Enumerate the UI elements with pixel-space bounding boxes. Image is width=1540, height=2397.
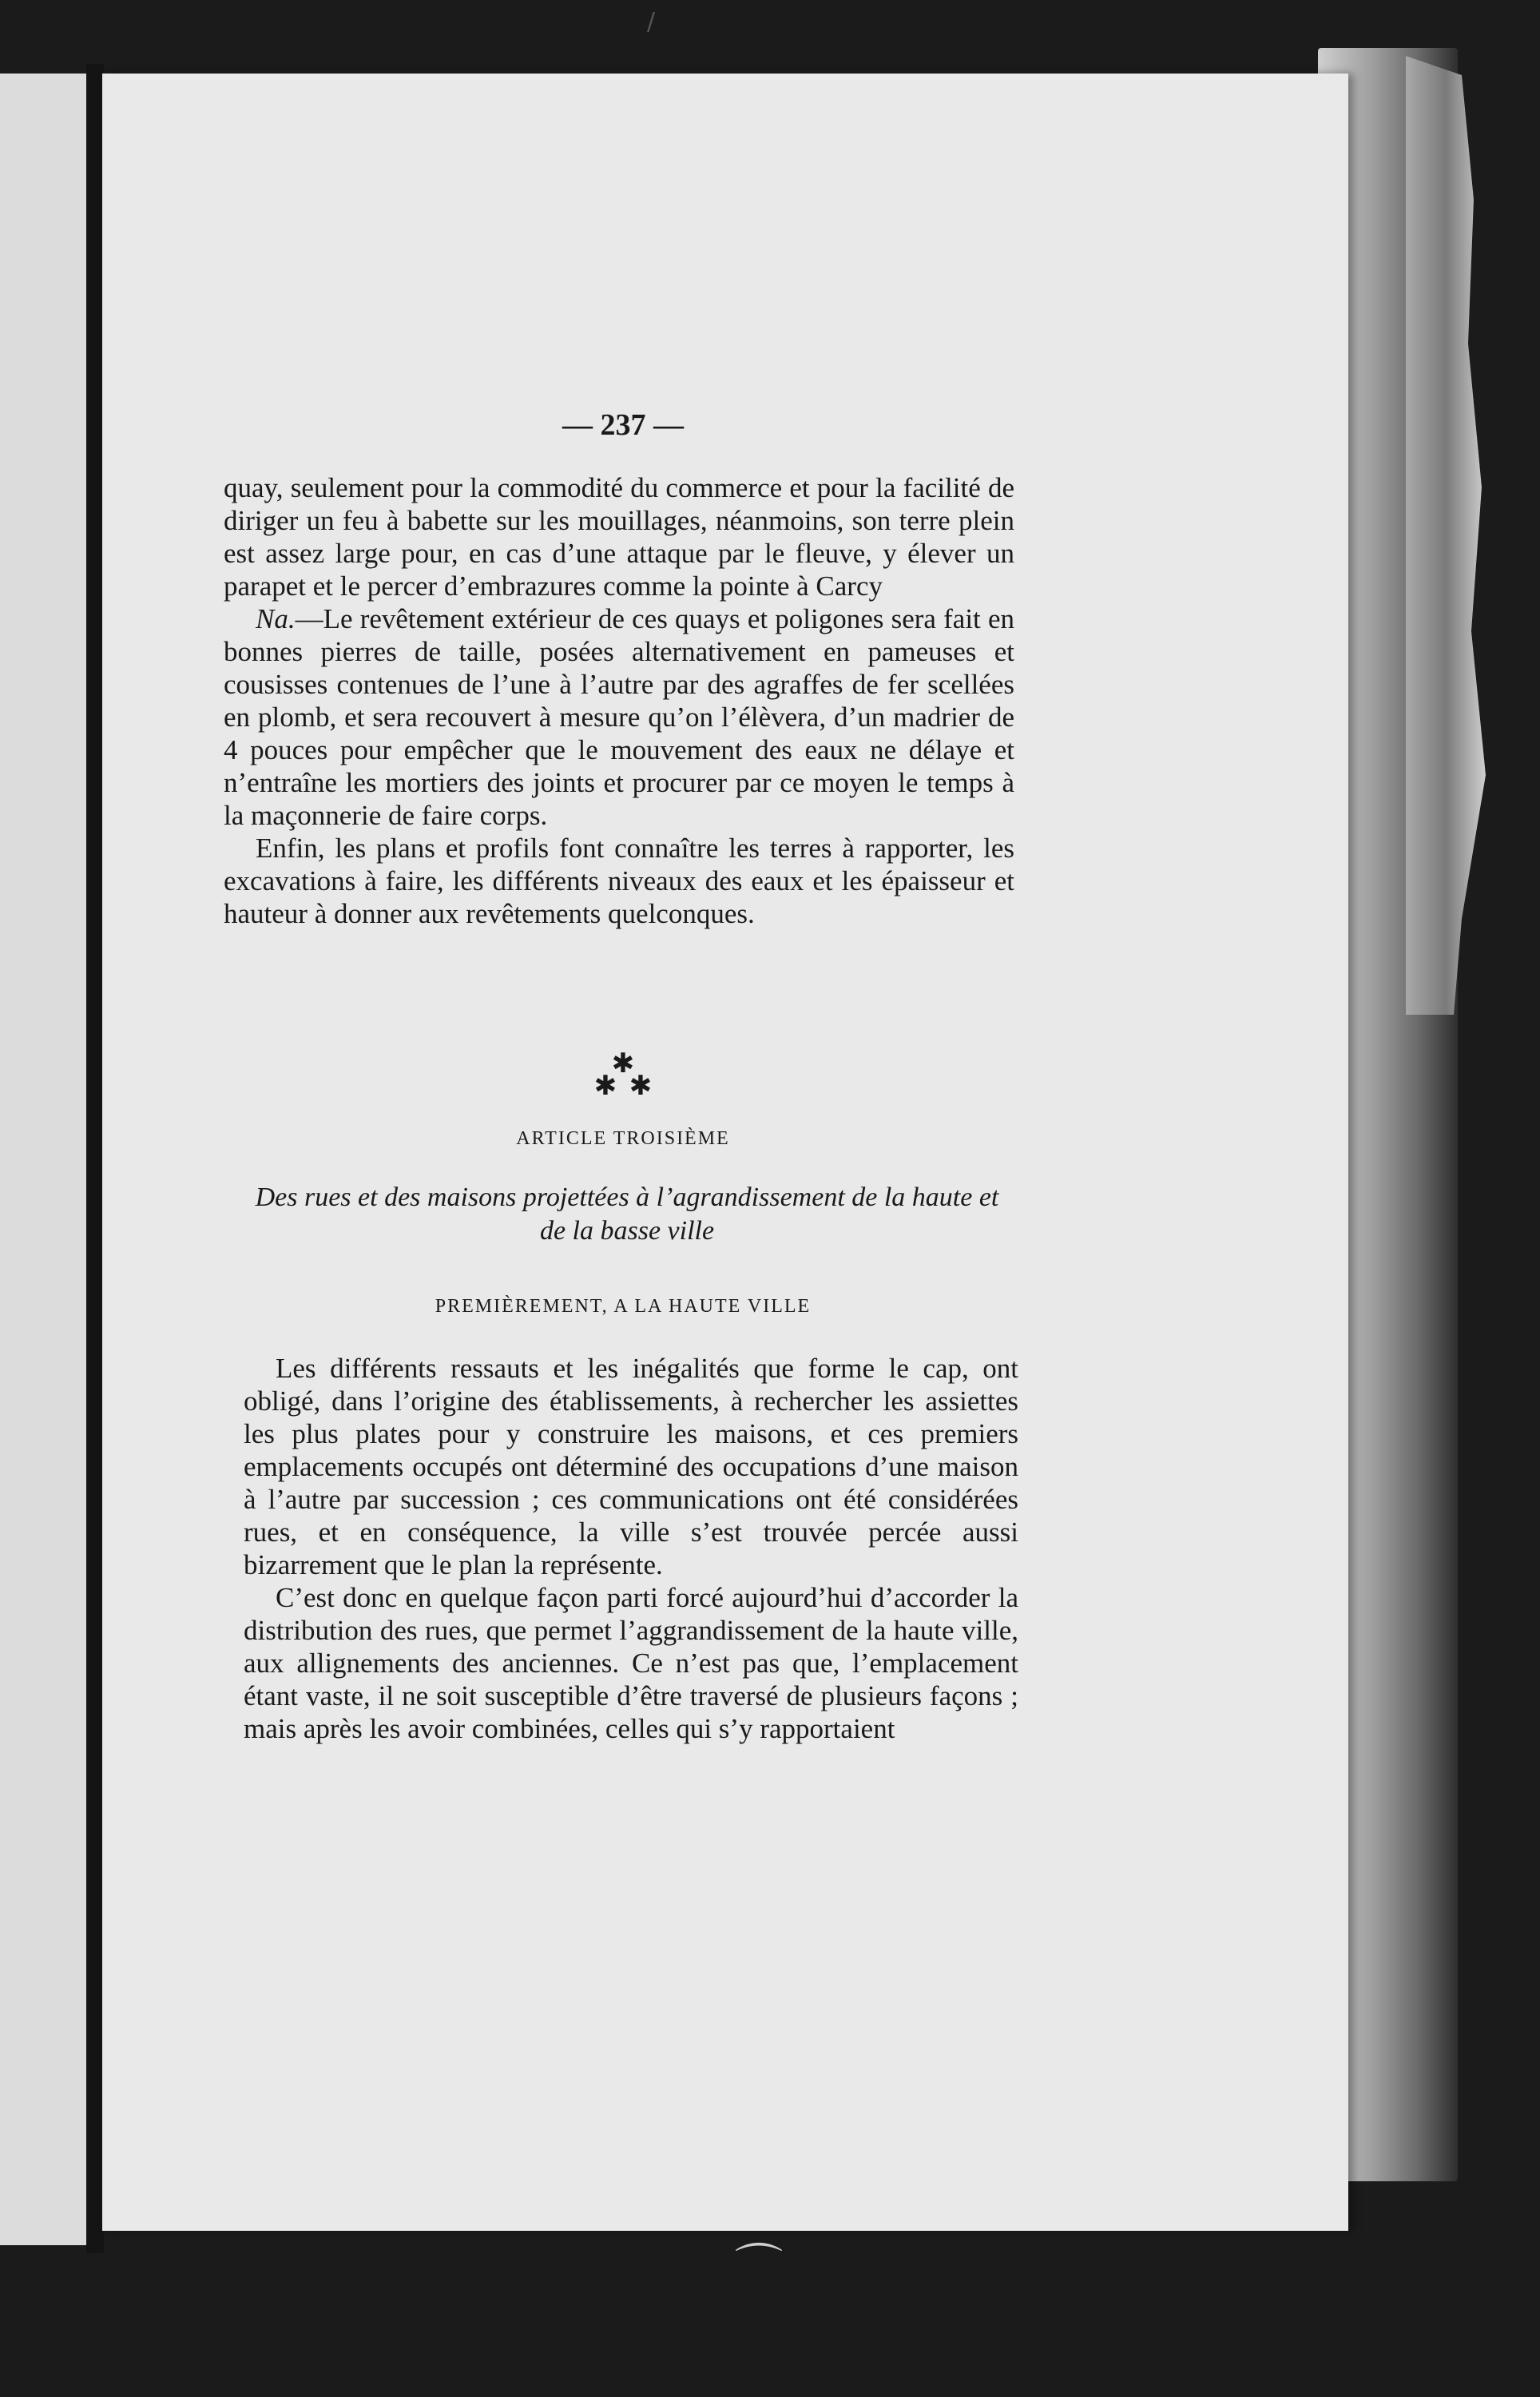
- section-title: PREMIÈREMENT, A LA HAUTE VILLE: [435, 1296, 812, 1317]
- paragraph-na: [224, 602, 1014, 832]
- pencil-mark-top: /: [647, 8, 656, 36]
- book-page: [102, 74, 1348, 2231]
- paragraph-enfin: Enfin, les plans et profils font connaître les terres à rapporter, les excavations à faire, les différents niveaux des eaux et les épaisseur et hauteur à donner aux revêtements quelconques.: [224, 833, 1014, 929]
- handwritten-scribble: ⌒: [735, 2240, 783, 2296]
- paragraph-cest-donc: C’est donc en quelque façon parti forcé aujourd’hui d’accorder la distribution des rues, que permet l’aggrandissement de la haute ville, aux allignements des anciennes. Ce n’est pas que, l’emplacement étant vaste, il ne soit susceptible d’être traversé de plusieurs façons ; mais après les avoir combinées, celles qui s’y rapportaient: [244, 1582, 1018, 1744]
- left-page-edge: [0, 74, 91, 2245]
- na-label: Na.: [256, 603, 296, 634]
- page-number: — 237 —: [562, 408, 684, 442]
- article-title: ARTICLE TROISIÈME: [516, 1128, 730, 1149]
- asterism-glyph-right: ✱: [629, 1070, 653, 1099]
- article-subtitle: Des rues et des maisons projettées à l’agrandissement de la haute et de la basse ville: [255, 1183, 999, 1246]
- asterism-glyph-left: ✱: [593, 1070, 617, 1099]
- asterism-glyph-top: ✱: [611, 1048, 635, 1079]
- book-gutter: [86, 64, 104, 2253]
- text-block-bottom: [244, 1352, 1018, 1745]
- text-block-top: [224, 471, 1014, 930]
- paragraph-quay: quay, seulement pour la commodité du commerce et pour la facilité de diriger un feu à babette sur les mouillages, néanmoins, son terre plein est assez large pour, en cas d’une attaque par le fleuve, y élever un parapet et le percer d’embrazures comme la pointe à Carcy: [224, 472, 1014, 602]
- paragraph-ressauts: Les différents ressauts et les inégalités que forme le cap, ont obligé, dans l’origine des établissements, à rechercher les assiettes les plus plates pour y construire les maisons, et ces premiers emplacements occupés ont déterminé des occupations d’une maison à l’autre par succession ; ces communications ont été considérées rues, et en conséquence, la ville s’est trouvée percée aussi bizarrement que le plan la représente.: [244, 1353, 1018, 1580]
- na-text: —Le revêtement extérieur de ces quays et poligones sera fait en bonnes pierres de taille, posées alternativement en pameuses et cousisses contenues de l’une à l’autre par des agraffes de fer scellées en plomb, et sera recouvert à mesure qu’on l’élèvera, d’un madrier de 4 pouces pour empêcher que le mouvement des eaux ne délaye et n’entraîne les mortiers des joints et procurer par ce moyen le temps à la maçonnerie de faire corps.: [224, 603, 1014, 831]
- asterism-ornament: [583, 1048, 663, 1099]
- torn-paper-edge: [1406, 56, 1486, 1015]
